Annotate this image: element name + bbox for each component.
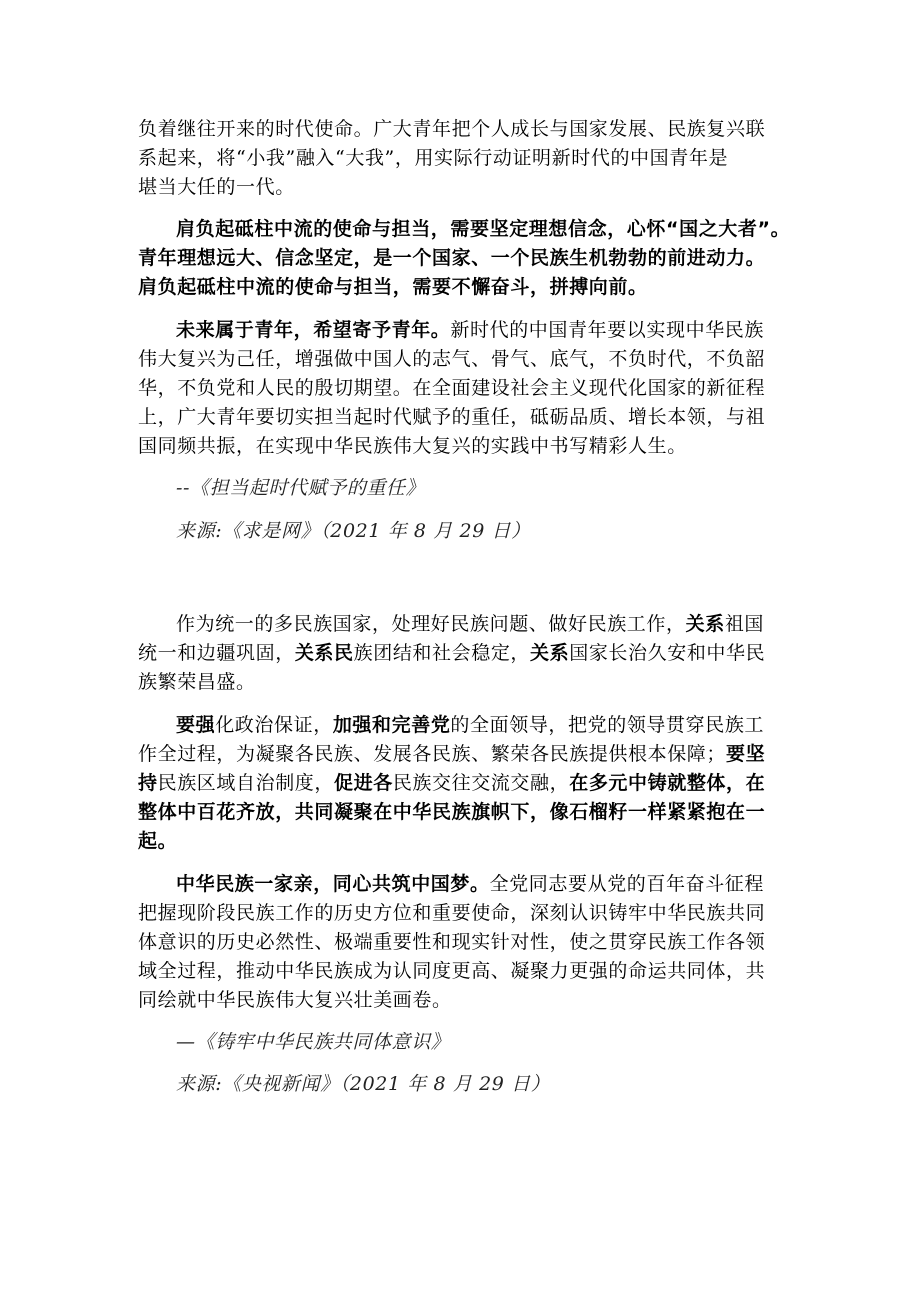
paragraph-line: 域全过程，推动中华民族成为认同度更高、凝聚力更强的命运共同体，共	[138, 960, 766, 982]
text-run: 族团结和社会稳定，	[353, 642, 531, 664]
text-run: 作全过程，为凝聚各民族、发展各民族、繁荣各民族提供根本保障；	[138, 743, 727, 765]
paragraph-line	[176, 713, 826, 737]
bold-run: 关系	[685, 613, 725, 635]
text-run: 全党同志要从党的百年奋斗征程	[489, 873, 765, 895]
bold-paragraph-line: 肩负起砥柱中流的使命与担当，需要不懈奋斗，拼搏向前。	[138, 276, 648, 298]
bold-run: 要强	[176, 714, 216, 736]
paragraph-line: 系起来，将“小我”融入“大我”，用实际行动证明新时代的中国青年是	[138, 147, 729, 169]
paragraph-line: 华，不负党和人民的殷切期望。在全面建设社会主义现代化国家的新征程	[138, 377, 766, 399]
paragraph-line	[176, 872, 826, 896]
paragraph-line	[176, 612, 826, 636]
source-attribution: 来源:《求是网》（2021 年 8 月 29 日）	[176, 520, 531, 542]
bold-run: 在多元中铸就整体，在	[569, 772, 766, 794]
bold-run: 加强和完善党	[332, 714, 451, 736]
text-run: 民族区域自治制度，	[157, 772, 335, 794]
bold-paragraph-line: 整体中百花齐放，共同凝聚在中华民族旗帜下，像石榴籽一样紧紧抱在一	[138, 801, 766, 823]
bold-lead: 未来属于青年，希望寄予青年。	[176, 319, 451, 341]
paragraph-line	[176, 318, 826, 342]
paragraph-line: 把握现阶段民族工作的历史方位和重要使命，深刻认识铸牢中华民族共同	[138, 902, 766, 924]
paragraph-line: 同绘就中华民族伟大复兴壮美画卷。	[138, 989, 452, 1011]
text-run: 的全面领导，把党的领导贯穿民族工	[450, 714, 765, 736]
paragraph-line: 堪当大任的一代。	[138, 176, 295, 198]
paragraph-line	[138, 641, 788, 665]
paragraph-line	[138, 771, 788, 795]
text-run: 新时代的中国青年要以实现中华民族	[450, 319, 765, 341]
paragraph-line	[138, 742, 788, 766]
bold-paragraph-line: 肩负起砥柱中流的使命与担当，需要坚定理想信念，心怀“国之大者”。	[176, 218, 791, 240]
source-title: --《担当起时代赋予的重任》	[176, 477, 426, 499]
text-run: 统一和边疆巩固，	[138, 642, 295, 664]
text-run: 化政治保证，	[215, 714, 333, 736]
bold-paragraph-line: 起。	[138, 830, 178, 852]
bold-run: 促进各	[334, 772, 393, 794]
paragraph-line: 体意识的历史必然性、极端重要性和现实针对性，使之贯穿民族工作各领	[138, 931, 766, 953]
bold-run: 要坚	[726, 743, 766, 765]
paragraph-line: 国同频共振，在实现中华民族伟大复兴的实践中书写精彩人生。	[138, 435, 687, 457]
text-run: 祖国	[724, 613, 765, 635]
paragraph-line: 族繁荣昌盛。	[138, 671, 256, 693]
paragraph-line: 上，广大青年要切实担当起时代赋予的重任，砥砺品质、增长本领，与祖	[138, 406, 766, 428]
text-run: 民族交往交流交融，	[392, 772, 570, 794]
bold-run: 关系民	[294, 642, 354, 664]
text-run: 国家长治久安和中华民	[569, 642, 766, 664]
paragraph-line: 伟大复兴为己任，增强做中国人的志气、骨气、底气，不负时代，不负韶	[138, 348, 766, 370]
source-title: —《铸牢中华民族共同体意识》	[176, 1031, 451, 1053]
paragraph-line: 负着继往开来的时代使命。广大青年把个人成长与国家发展、民族复兴联	[138, 118, 766, 140]
text-run: 作为统一的多民族国家，处理好民族问题、做好民族工作，	[176, 613, 686, 635]
source-attribution: 来源:《央视新闻》（2021 年 8 月 29 日）	[176, 1073, 551, 1095]
bold-lead: 中华民族一家亲，同心共筑中国梦。	[176, 873, 490, 895]
bold-paragraph-line: 青年理想远大、信念坚定，是一个国家、一个民族生机勃勃的前进动力。	[138, 247, 766, 269]
bold-run: 持	[138, 772, 158, 794]
bold-run: 关系	[530, 642, 570, 664]
